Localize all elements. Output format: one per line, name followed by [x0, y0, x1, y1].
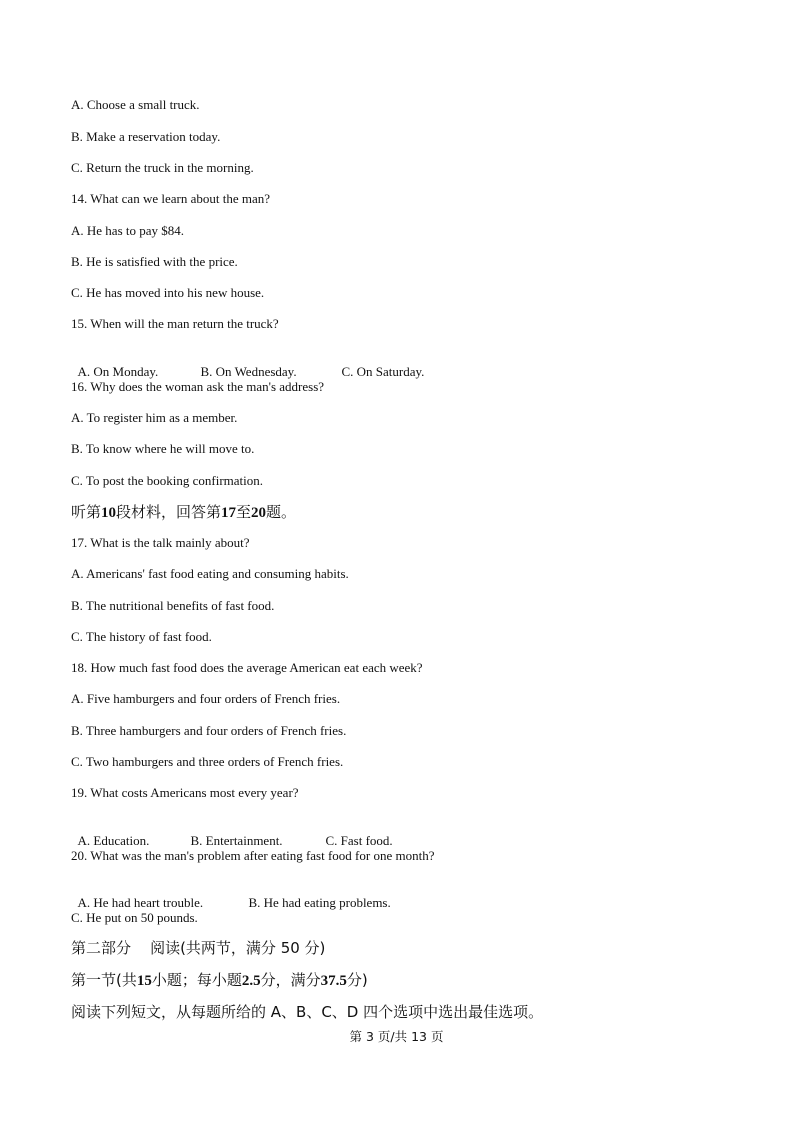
option-line: C. He has moved into his new house.: [71, 285, 265, 300]
option-line: A. He has to pay $84.: [71, 223, 185, 238]
option-line: B. Make a reservation today.: [71, 129, 221, 144]
option-line: C. To post the booking confirmation.: [71, 473, 264, 488]
option-c: C. On Saturday.: [341, 364, 425, 379]
option-line: A. Choose a small truck.: [71, 97, 200, 112]
option-a: A. He had heart trouble.: [77, 895, 204, 910]
question-14: 14. What can we learn about the man?: [71, 191, 271, 206]
section-10-heading: 听第10段材料，回答第17至20题。: [71, 503, 297, 521]
option-line: C. He put on 50 pounds.: [71, 910, 198, 925]
option-b: B. Entertainment.: [190, 833, 283, 848]
question-15: 15. When will the man return the truck?: [71, 316, 279, 331]
option-line: A. Americans' fast food eating and consuming habits.: [71, 566, 349, 581]
option-a: A. On Monday.: [77, 364, 159, 379]
option-line: B. To know where he will move to.: [71, 441, 255, 456]
option-c: C. Fast food.: [325, 833, 393, 848]
option-b: B. He had eating problems.: [248, 895, 391, 910]
question-16: 16. Why does the woman ask the man's address?: [71, 379, 325, 394]
option-line: B. The nutritional benefits of fast food.: [71, 598, 275, 613]
option-line: C. Two hamburgers and three orders of French fries.: [71, 754, 344, 769]
question-15-options: [71, 348, 424, 380]
reading-instruction: 阅读下列短文，从每题所给的 A、B、C、D 四个选项中选出最佳选项。: [71, 1003, 544, 1021]
option-line: B. Three hamburgers and four orders of French fries.: [71, 723, 347, 738]
question-20: 20. What was the man's problem after eating fast food for one month?: [71, 848, 435, 863]
option-line: C. The history of fast food.: [71, 629, 212, 644]
section-one-heading: 第一节(共15小题；每小题2.5分，满分37.5分): [71, 971, 368, 989]
question-19-options: [71, 817, 393, 849]
question-17: 17. What is the talk mainly about?: [71, 535, 250, 550]
question-20-options: [71, 879, 391, 911]
option-line: A. To register him as a member.: [71, 410, 238, 425]
option-line: C. Return the truck in the morning.: [71, 160, 254, 175]
option-b: B. On Wednesday.: [200, 364, 297, 379]
question-18: 18. How much fast food does the average American eat each week?: [71, 660, 423, 675]
part-two-heading: 第二部分 阅读(共两节，满分 50 分): [71, 939, 326, 957]
question-19: 19. What costs Americans most every year?: [71, 785, 299, 800]
page-footer: 第 3 页/共 13 页: [349, 1029, 444, 1044]
option-line: A. Five hamburgers and four orders of French fries.: [71, 691, 341, 706]
option-line: B. He is satisfied with the price.: [71, 254, 238, 269]
option-a: A. Education.: [77, 833, 150, 848]
